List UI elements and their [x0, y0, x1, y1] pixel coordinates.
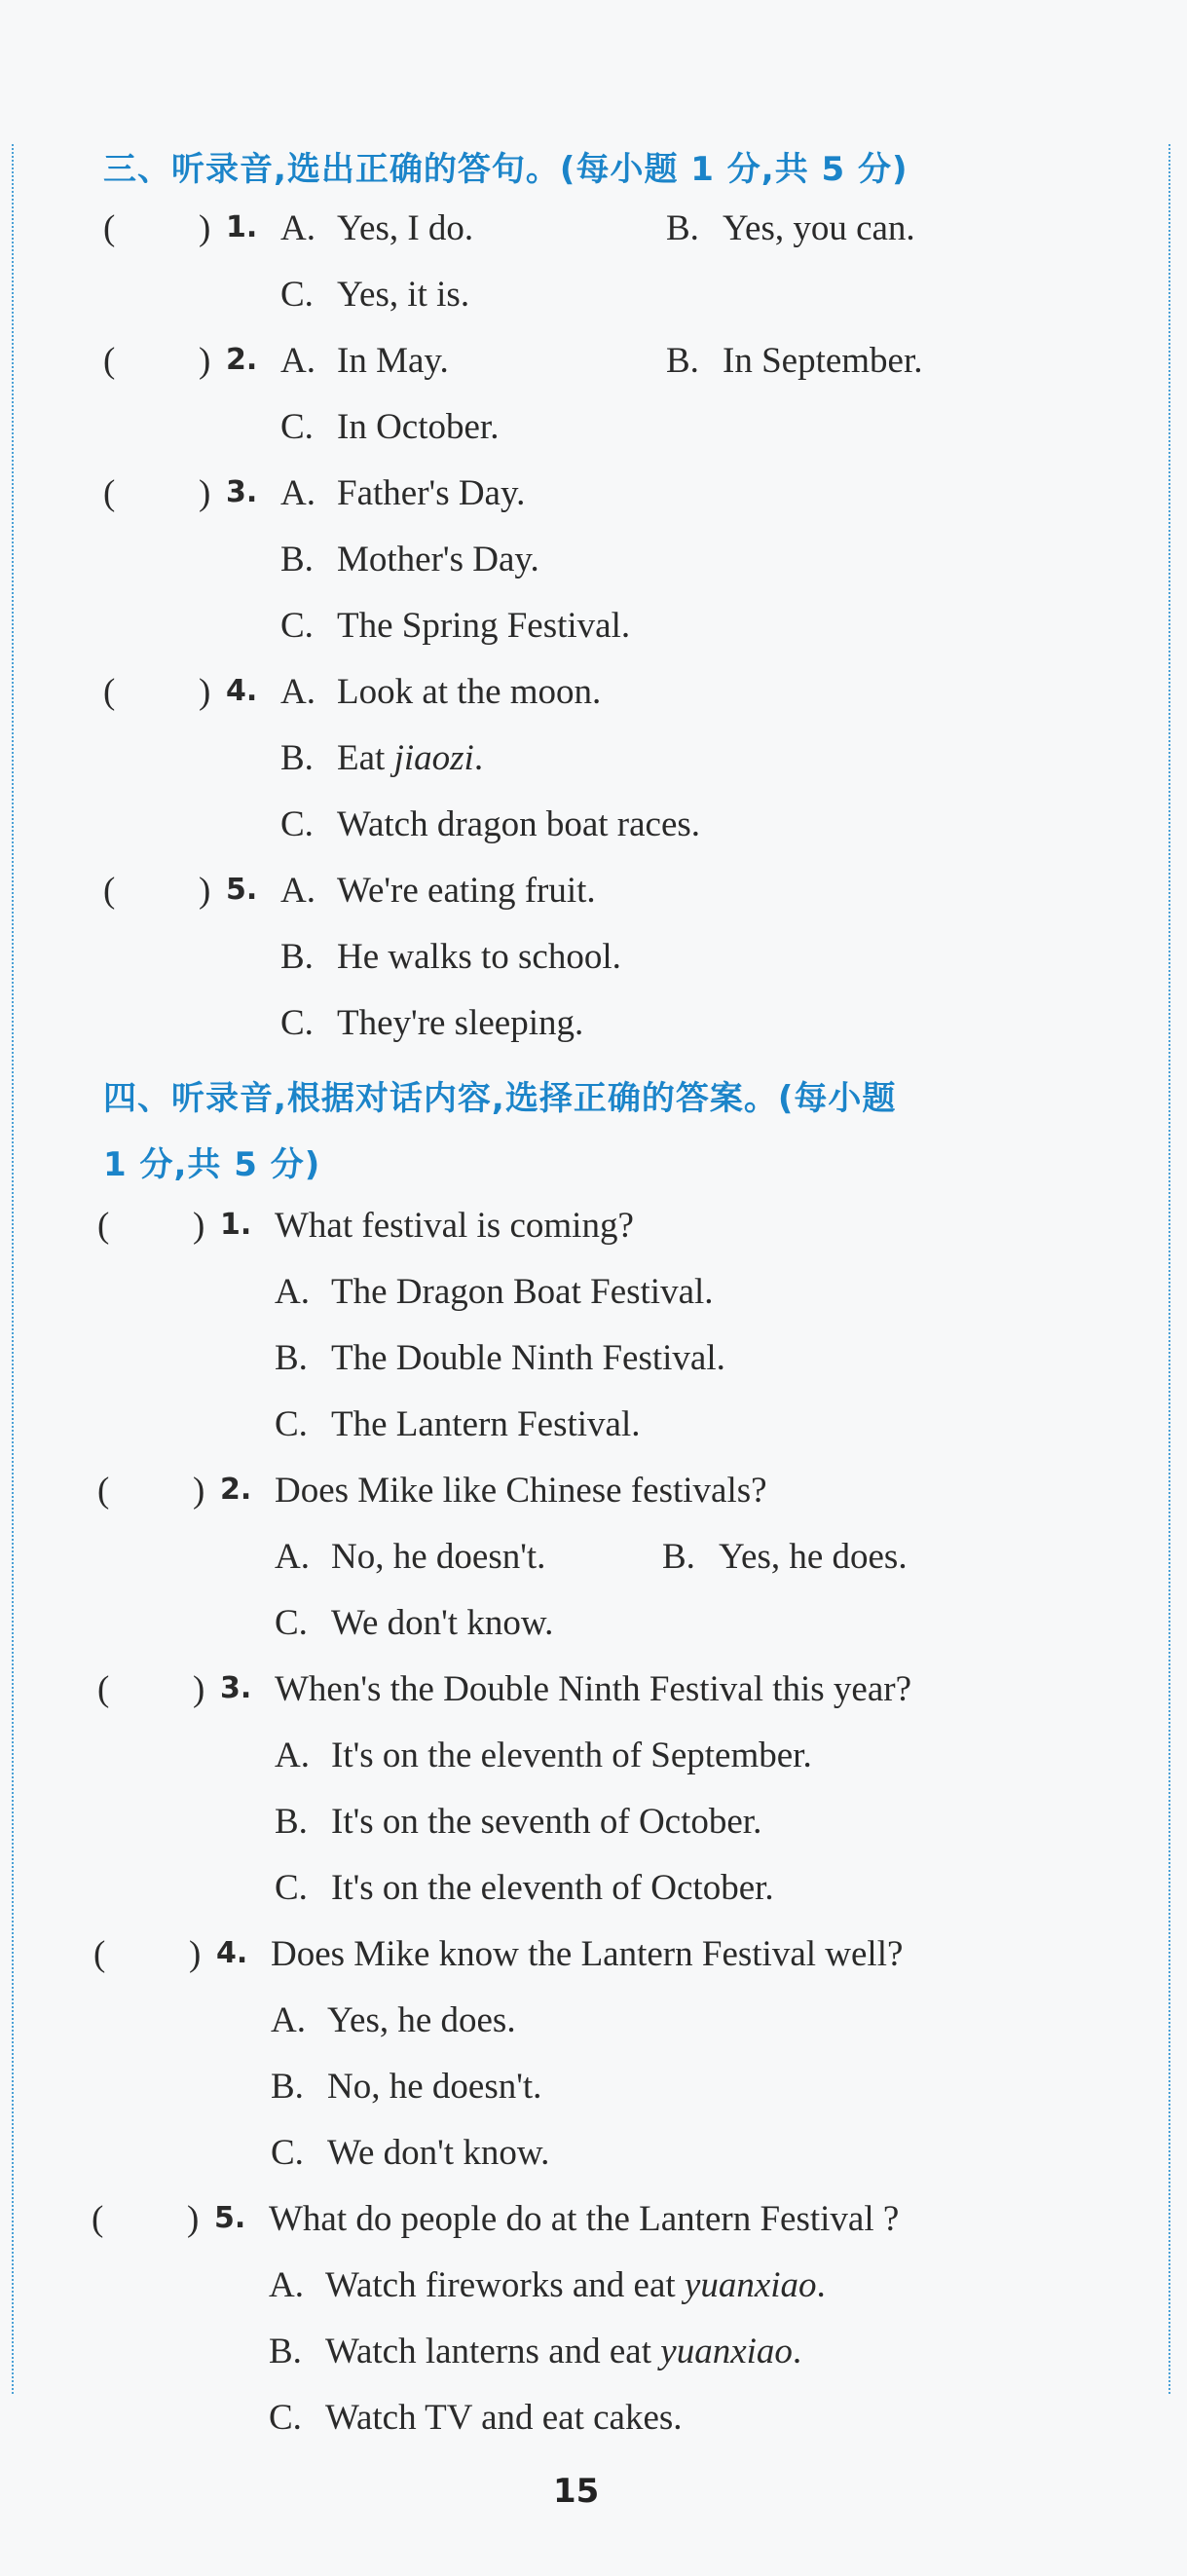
option-text: It's on the eleventh of October.: [331, 1868, 774, 1908]
option-letter: B.: [271, 2067, 304, 2107]
option-text-end: .: [792, 2332, 802, 2371]
answer-paren-open[interactable]: (: [103, 473, 116, 513]
question-number: 2.: [226, 343, 258, 377]
right-dotted-border: [1168, 144, 1170, 2394]
option-letter: C.: [280, 407, 314, 447]
answer-paren-open[interactable]: (: [93, 1934, 106, 1974]
section4-heading-line2: 1 分,共 5 分): [103, 1145, 321, 1184]
option-letter: A.: [280, 208, 315, 248]
option-letter: C.: [280, 606, 314, 646]
option-b[interactable]: [271, 2069, 541, 2105]
option-a[interactable]: [275, 1539, 545, 1575]
answer-paren-close: ): [193, 1471, 205, 1511]
option-text: In October.: [337, 407, 500, 447]
option-letter: C.: [275, 1868, 308, 1908]
option-text: We're eating fruit.: [337, 871, 596, 911]
option-c[interactable]: [280, 277, 469, 313]
option-text: Yes, he does.: [327, 2000, 516, 2040]
question-number: 5.: [214, 2201, 246, 2235]
option-b[interactable]: [275, 1340, 725, 1376]
option-c[interactable]: [275, 1406, 640, 1442]
option-b[interactable]: [275, 1804, 761, 1840]
option-text: Eat: [337, 738, 394, 778]
option-letter: C.: [280, 1003, 314, 1043]
option-letter: C.: [280, 275, 314, 315]
option-a[interactable]: [275, 1737, 812, 1773]
option-letter: B.: [280, 540, 314, 579]
left-dotted-border: [12, 144, 14, 2394]
option-letter: C.: [269, 2398, 302, 2438]
option-c[interactable]: [280, 806, 700, 842]
option-text-italic: yuanxiao: [684, 2265, 817, 2305]
option-letter: B.: [666, 341, 699, 381]
option-b[interactable]: [666, 343, 923, 379]
option-b[interactable]: [269, 2333, 801, 2370]
option-a[interactable]: [280, 873, 596, 909]
answer-paren-close: ): [193, 1669, 205, 1709]
answer-paren-open[interactable]: (: [97, 1206, 110, 1246]
option-b[interactable]: [666, 210, 915, 246]
option-text: Yes, I do.: [337, 208, 474, 248]
option-c[interactable]: [280, 608, 630, 644]
question-number: 1.: [220, 1208, 252, 1242]
answer-paren-close: ): [187, 2199, 200, 2239]
answer-paren-close: ): [199, 871, 211, 911]
option-c[interactable]: [275, 1870, 774, 1906]
option-letter: A.: [280, 871, 315, 911]
option-a[interactable]: [280, 674, 601, 710]
option-letter: B.: [275, 1338, 308, 1378]
option-text: The Lantern Festival.: [331, 1404, 641, 1444]
question-text: Does Mike know the Lantern Festival well?: [271, 1934, 904, 1974]
section4-heading-line1: 四、听录音,根据对话内容,选择正确的答案。(每小题: [103, 1079, 897, 1118]
option-text-end: .: [473, 738, 484, 778]
option-text: The Spring Festival.: [337, 606, 631, 646]
option-text: The Dragon Boat Festival.: [331, 1272, 714, 1312]
option-letter: B.: [280, 738, 314, 778]
option-text-italic: yuanxiao: [660, 2332, 793, 2371]
page-number: 15: [553, 2472, 600, 2511]
option-text: Mother's Day.: [337, 540, 539, 579]
option-text: Look at the moon.: [337, 672, 602, 712]
option-text-italic: jiaozi: [393, 738, 474, 778]
option-letter: B.: [280, 937, 314, 977]
option-a[interactable]: [275, 1274, 714, 1310]
section3-heading: 三、听录音,选出正确的答句。(每小题 1 分,共 5 分): [103, 150, 909, 189]
option-letter: B.: [666, 208, 699, 248]
option-letter: C.: [280, 804, 314, 844]
answer-paren-open[interactable]: (: [92, 2199, 104, 2239]
answer-paren-open[interactable]: (: [97, 1669, 110, 1709]
option-text: Watch TV and eat cakes.: [325, 2398, 683, 2438]
answer-paren-close: ): [189, 1934, 202, 1974]
option-letter: A.: [275, 1272, 310, 1312]
option-b[interactable]: [280, 541, 539, 578]
option-text: We don't know.: [327, 2133, 550, 2173]
answer-paren-close: ): [193, 1206, 205, 1246]
option-text: The Double Ninth Festival.: [331, 1338, 725, 1378]
answer-paren-open[interactable]: (: [103, 341, 116, 381]
option-letter: C.: [271, 2133, 304, 2173]
question-text: When's the Double Ninth Festival this year?: [275, 1669, 912, 1709]
answer-paren-close: ): [199, 208, 211, 248]
option-letter: A.: [280, 341, 315, 381]
option-text: In May.: [337, 341, 449, 381]
option-a[interactable]: [280, 475, 525, 511]
option-text: No, he doesn't.: [331, 1537, 546, 1577]
option-text: Yes, you can.: [723, 208, 915, 248]
option-text: It's on the seventh of October.: [331, 1802, 762, 1842]
option-text-end: .: [816, 2265, 826, 2305]
answer-paren-open[interactable]: (: [103, 208, 116, 248]
option-text: We don't know.: [331, 1603, 554, 1643]
question-text: What do people do at the Lantern Festival ?: [269, 2199, 900, 2239]
option-letter: A.: [275, 1537, 310, 1577]
option-letter: A.: [280, 473, 315, 513]
option-a[interactable]: [280, 343, 449, 379]
option-text: It's on the eleventh of September.: [331, 1736, 812, 1775]
option-letter: A.: [280, 672, 315, 712]
option-text: Watch lanterns and eat: [325, 2332, 661, 2371]
option-c[interactable]: [280, 1005, 583, 1041]
question-number: 4.: [226, 674, 258, 708]
option-b[interactable]: [662, 1539, 908, 1575]
question-text: Does Mike like Chinese festivals?: [275, 1471, 767, 1511]
option-c[interactable]: [271, 2135, 549, 2171]
question-number: 2.: [220, 1473, 252, 1507]
answer-paren-close: ): [199, 473, 211, 513]
question-number: 3.: [220, 1671, 252, 1705]
option-letter: B.: [662, 1537, 695, 1577]
option-c[interactable]: [275, 1605, 553, 1641]
question-number: 5.: [226, 873, 258, 907]
option-text: No, he doesn't.: [327, 2067, 542, 2107]
option-text: Father's Day.: [337, 473, 526, 513]
answer-paren-open[interactable]: (: [103, 672, 116, 712]
answer-paren-close: ): [199, 672, 211, 712]
option-text: Yes, it is.: [337, 275, 470, 315]
option-letter: A.: [275, 1736, 310, 1775]
option-letter: C.: [275, 1603, 308, 1643]
answer-paren-open[interactable]: (: [103, 871, 116, 911]
option-letter: C.: [275, 1404, 308, 1444]
question-number: 3.: [226, 475, 258, 509]
option-letter: A.: [271, 2000, 306, 2040]
option-letter: A.: [269, 2265, 304, 2305]
answer-paren-open[interactable]: (: [97, 1471, 110, 1511]
answer-paren-close: ): [199, 341, 211, 381]
option-b[interactable]: [280, 740, 483, 776]
option-a[interactable]: [271, 2002, 516, 2038]
option-a[interactable]: [280, 210, 473, 246]
option-b[interactable]: [280, 939, 621, 975]
option-text: Yes, he does.: [719, 1537, 908, 1577]
option-c[interactable]: [280, 409, 499, 445]
option-c[interactable]: [269, 2400, 683, 2436]
option-text: In September.: [723, 341, 923, 381]
question-number: 1.: [226, 210, 258, 244]
option-text: Watch fireworks and eat: [325, 2265, 685, 2305]
option-text: He walks to school.: [337, 937, 621, 977]
question-number: 4.: [216, 1936, 248, 1970]
option-text: They're sleeping.: [337, 1003, 584, 1043]
question-text: What festival is coming?: [275, 1206, 634, 1246]
option-a[interactable]: [269, 2267, 826, 2303]
option-letter: B.: [269, 2332, 302, 2371]
option-text: Watch dragon boat races.: [337, 804, 701, 844]
option-letter: B.: [275, 1802, 308, 1842]
